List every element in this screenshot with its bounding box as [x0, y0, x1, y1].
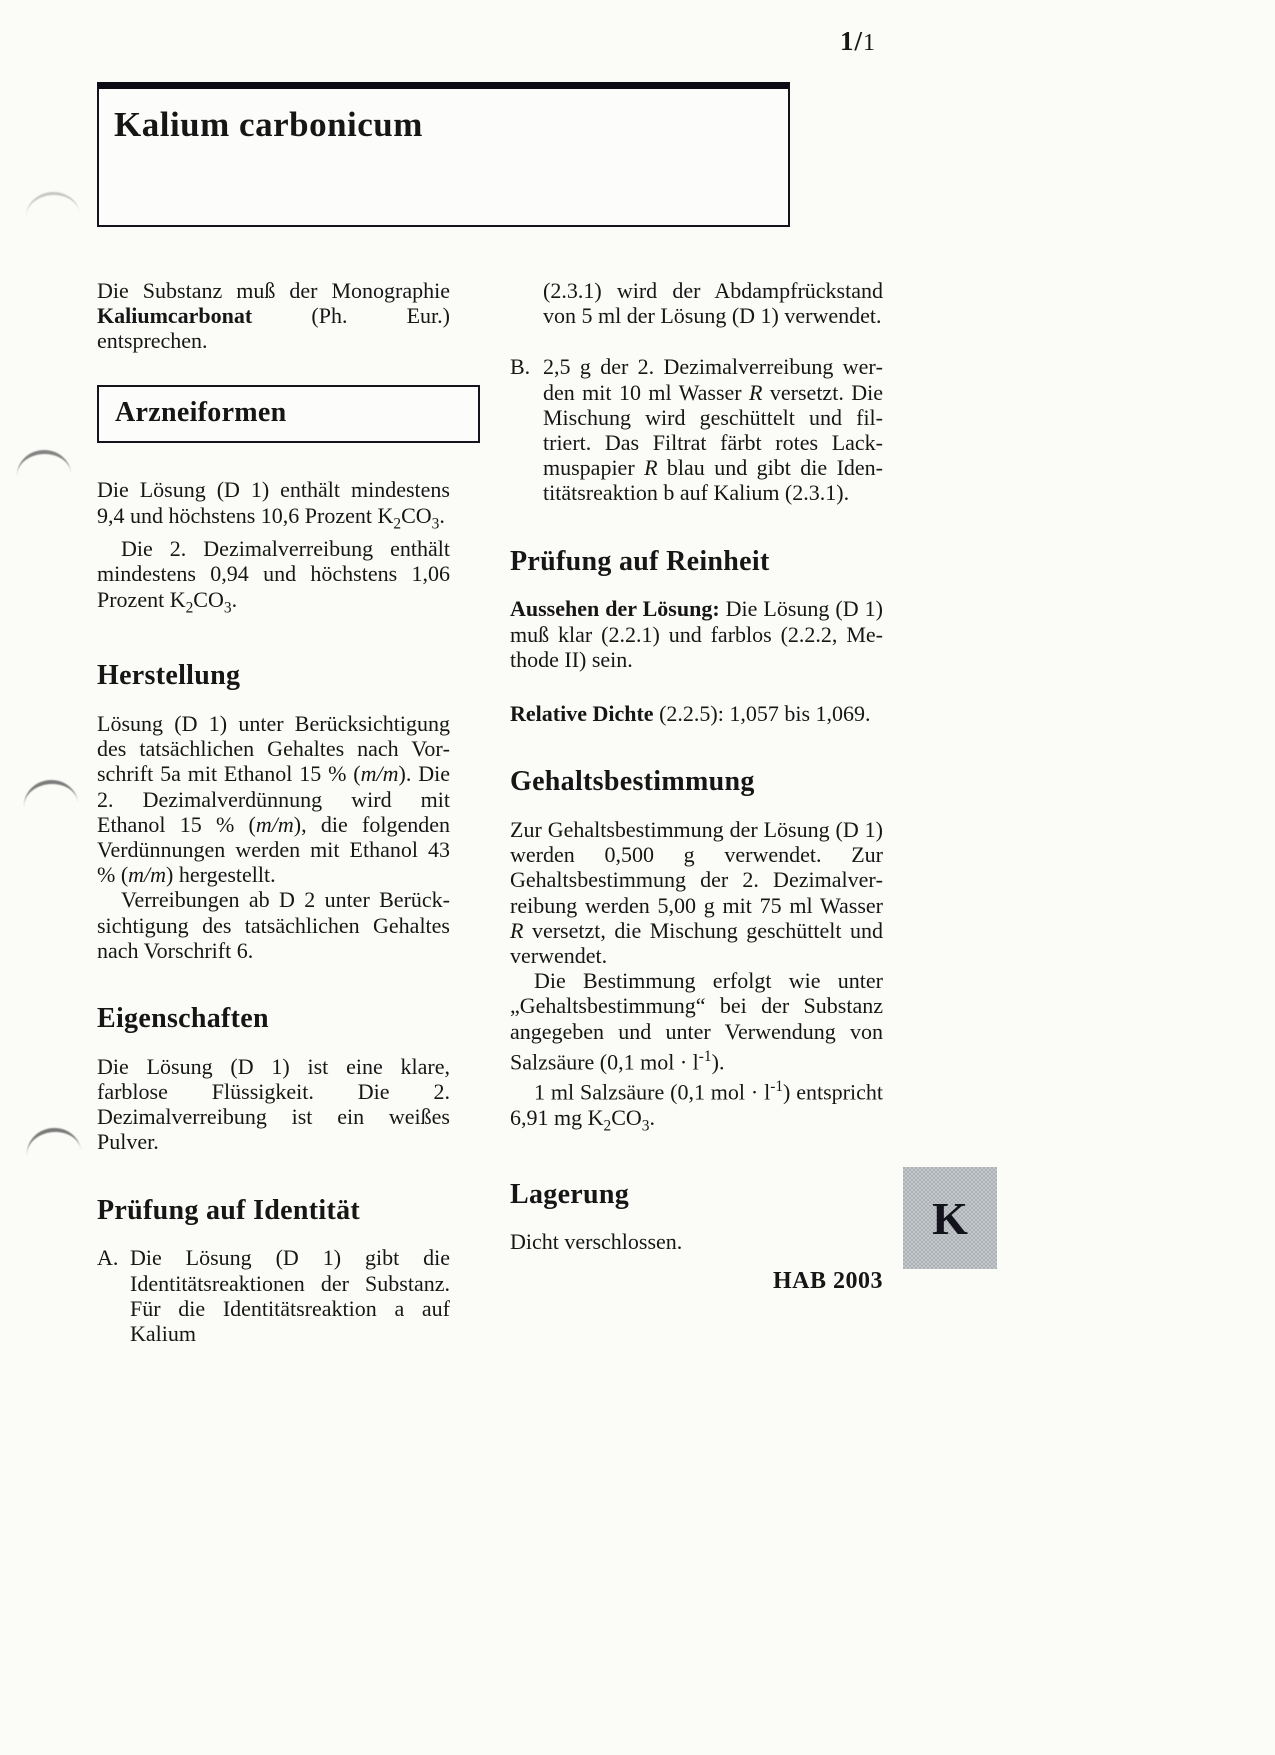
text-run: ). [711, 1049, 725, 1075]
identitaet-item-a-continued [510, 278, 883, 328]
gehaltsbestimmung-paragraph-3 [510, 1074, 883, 1138]
text-run: Arzneiformen [115, 396, 287, 428]
herstellung-paragraph-2 [97, 887, 450, 963]
lagerung-paragraph [510, 1229, 883, 1254]
text-run: CO [611, 1104, 642, 1130]
list-item-text [543, 354, 883, 505]
page-number [840, 26, 876, 57]
text-run: Die Lösung (D 1) muß klar (2.2.1) und farblos (2.2.2, Methode II) sein. [510, 596, 883, 672]
text-run: (2.2.5): 1,057 bis 1,069. [653, 701, 871, 727]
text-run: Herstellung [97, 660, 241, 692]
text-run: Lösung (D 1) unter Berücksichtigung des tatsächlichen Gehaltes nach Vorschrift 5a mit Ethanol 15 % ( [97, 711, 450, 787]
monograph-title-box [97, 82, 790, 227]
text-run: Prüfung auf Reinheit [510, 545, 770, 577]
punch-hole-shadow [22, 778, 80, 833]
identitaet-item-a [97, 1245, 450, 1346]
punch-hole-shadow [25, 1125, 84, 1180]
boxed-heading-text [115, 398, 464, 429]
text-run: Die Lösung (D 1) gibt die Identitätsreaktionen der Substanz. Für die Identitätsreaktion a auf Kalium [130, 1245, 450, 1347]
gehaltsbestimmung-paragraph-1 [510, 817, 883, 968]
text-run: 3 [641, 1117, 650, 1135]
punch-hole-shadow [24, 190, 81, 243]
text-run: Lagerung [510, 1178, 630, 1210]
arzneiformen-heading [97, 385, 480, 444]
text-run: ) entspricht 6,91 mg K [510, 1079, 883, 1130]
right-column [510, 278, 883, 1255]
text-run: (Ph. Eur.) entsprechen. [97, 303, 450, 354]
text-run: CO [193, 586, 224, 612]
left-column [97, 278, 450, 1346]
text-run: Die 2. Dezimalverreibung enthält mindestens 0,94 und höchstens 1,06 Prozent K [97, 536, 450, 612]
page-number-major: 1/ [840, 26, 864, 56]
text-run: -1 [698, 1047, 712, 1065]
list-item-marker: A. [97, 1245, 119, 1271]
index-tab-k [903, 1167, 997, 1269]
text-run: Relative Dichte [510, 701, 654, 727]
list-item-text [130, 1245, 450, 1346]
text-run: 3 [223, 599, 232, 616]
text-run: blau und gibt die Identitätsreaktion b auf Kalium (2.3.1). [543, 455, 883, 506]
eigenschaften-heading [97, 1004, 450, 1035]
text-run: -1 [770, 1078, 784, 1096]
text-run: . [649, 1104, 655, 1130]
relative-dichte-paragraph [510, 701, 883, 726]
pruefung-identitaet-heading [97, 1196, 450, 1227]
text-run: R [644, 455, 658, 481]
text-run: 1 ml Salzsäure (0,1 mol · l [534, 1079, 771, 1105]
arzneiformen-paragraph-1 [97, 477, 450, 536]
edition-label: HAB 2003 [772, 1268, 883, 1294]
text-run: 2 [185, 599, 194, 616]
text-run: ), die folgenden Verdünnungen werden mit Ethanol 43 % ( [97, 811, 450, 888]
text-run: 2 [393, 515, 402, 532]
text-run: m/m [255, 811, 294, 837]
text-run: ). Die 2. Dezimalverdünnung wird mit Ethanol 15 % ( [97, 761, 450, 837]
text-run: . [231, 586, 238, 612]
pruefung-reinheit-heading [510, 547, 883, 578]
text-run: m/m [360, 761, 399, 787]
gehaltsbestimmung-paragraph-2 [510, 968, 883, 1074]
text-run: Die Bestimmung erfolgt wie unter „Gehaltsbestimmung“ bei der Substanz angegeben und unter Verwendung von Salzsäure (0,1 mol · l [510, 968, 883, 1075]
arzneiformen-paragraph-2 [97, 536, 450, 620]
text-run: Gehaltsbestimmung [510, 766, 755, 798]
text-run: R [749, 379, 763, 405]
herstellung-paragraph-1 [97, 711, 450, 887]
text-run: Prüfung auf Identität [97, 1194, 360, 1226]
text-run: CO [401, 502, 432, 528]
text-run: 2,5 g der 2. Dezimalverreibung werden mit 10 ml Wasser [543, 354, 883, 405]
text-run: Die Lösung (D 1) enthält mindestens 9,4 und höchstens 10,6 Prozent K [97, 477, 450, 528]
text-run: Zur Gehaltsbestimmung der Lösung (D 1) werden 0,500 g verwendet. Zur Gehaltsbestimmung der 2. Dezimalverreibung werden 5,00 g mit 75 ml Wasser [510, 817, 883, 918]
text-run: 3 [431, 515, 440, 532]
identitaet-item-b [510, 354, 883, 505]
lagerung-heading [510, 1180, 883, 1211]
eigenschaften-paragraph [97, 1054, 450, 1155]
punch-hole-shadow [16, 449, 73, 502]
intro-paragraph [97, 278, 450, 354]
text-run: Aussehen der Lösung: [510, 596, 720, 622]
herstellung-heading [97, 661, 450, 692]
index-tab-letter: K [932, 1192, 968, 1244]
text-run: . [439, 502, 445, 528]
text-run: Eigenschaften [97, 1003, 269, 1035]
text-run: versetzt. Die Mischung wird geschüttelt und filtriert. Das Filtrat färbt rotes Lackmuspapier [543, 379, 883, 481]
text-run: Dicht verschlossen. [510, 1229, 683, 1255]
text-run: versetzt, die Mischung geschüttelt und verwendet. [510, 917, 883, 969]
text-run: Die Substanz muß der Monographie [97, 278, 450, 303]
text-run: (2.3.1) wird der Abdampfrückstand von 5 ml der Lösung (D 1) verwendet. [543, 278, 883, 329]
text-run: Kaliumcarbonat [97, 303, 253, 329]
text-run: ) hergestellt. [166, 862, 276, 888]
gehaltsbestimmung-heading [510, 767, 883, 798]
text-run: 2 [603, 1117, 612, 1135]
list-item-marker: B. [510, 354, 531, 380]
page-number-minor: 1 [863, 30, 877, 56]
text-run: R [510, 917, 524, 943]
aussehen-paragraph [510, 596, 883, 672]
text-run: m/m [128, 862, 167, 888]
text-run: Verreibungen ab D 2 unter Berücksichtigung des tatsächlichen Gehaltes nach Vorschrift 6. [97, 887, 450, 963]
text-run: Die Lösung (D 1) ist eine klare, farblose Flüssigkeit. Die 2. Dezimalverreibung ist ein weißes Pulver. [97, 1053, 450, 1155]
monograph-title: Kalium carbonicum [114, 105, 423, 144]
